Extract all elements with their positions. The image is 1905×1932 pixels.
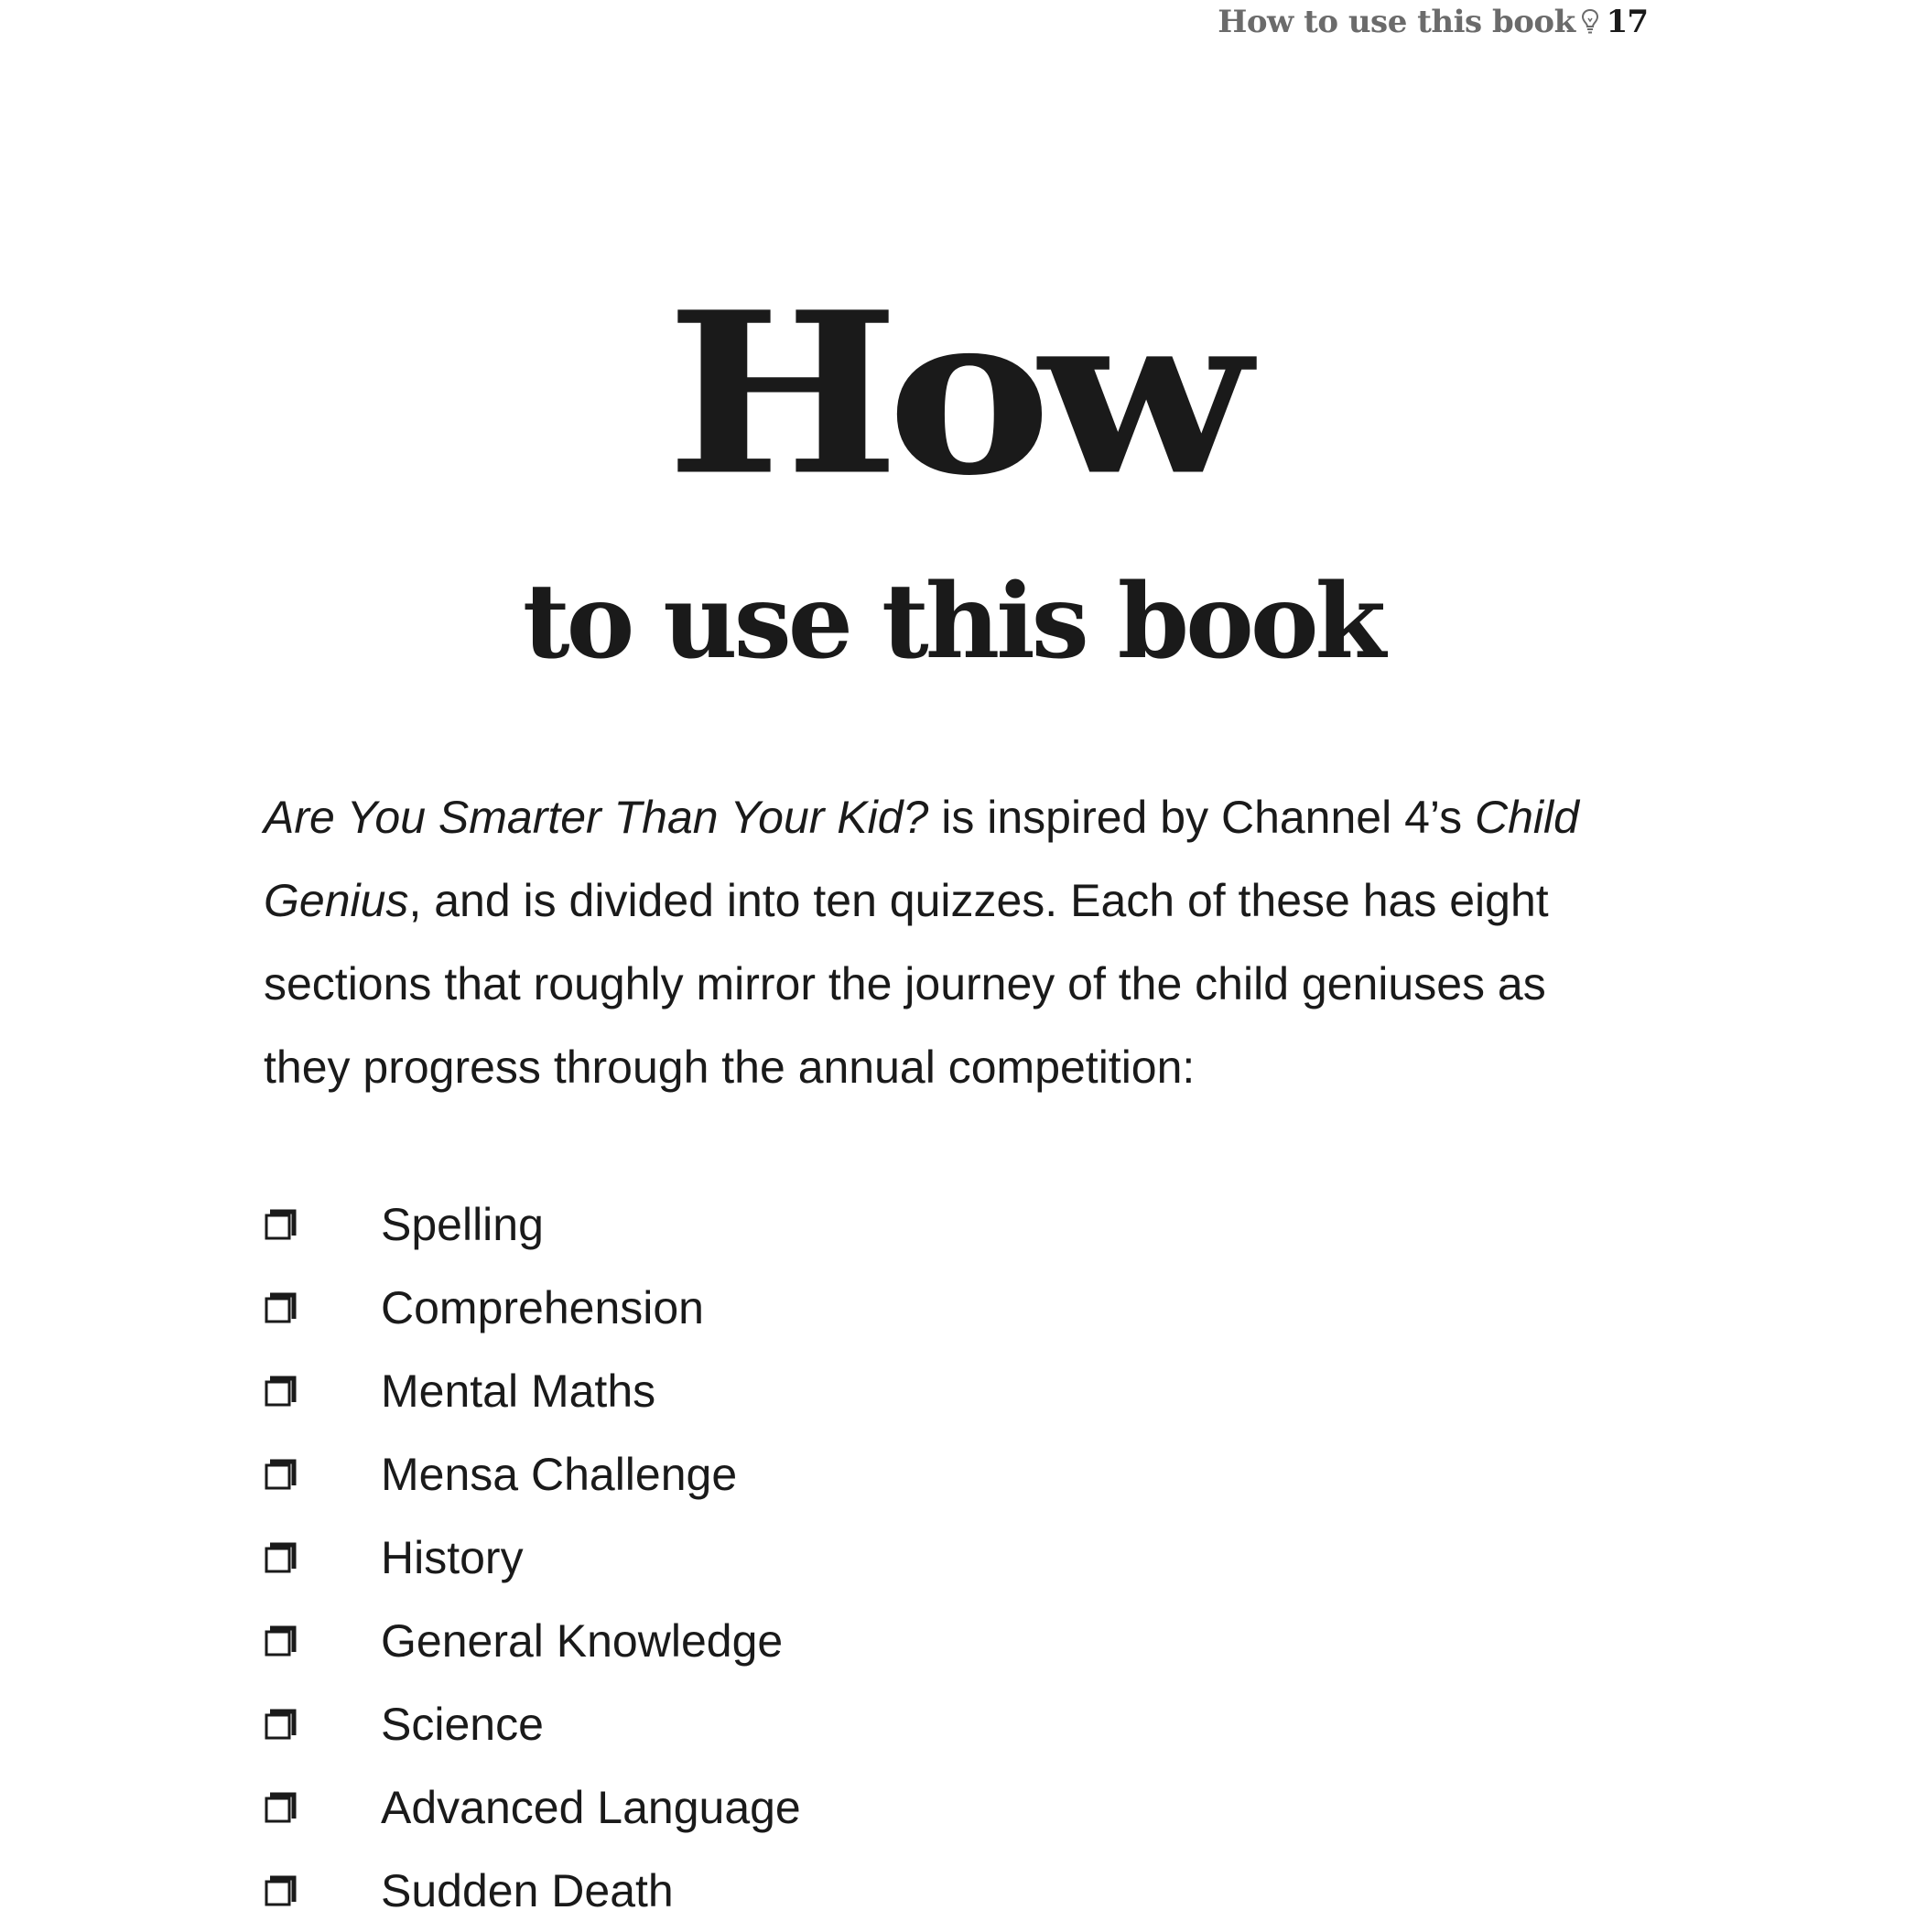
section-label: Mensa Challenge — [381, 1448, 738, 1500]
page-number: 17 — [1606, 4, 1648, 40]
list-item — [264, 1182, 1545, 1266]
running-header — [1135, 2, 1648, 42]
section-list — [264, 1182, 1545, 1932]
section-label: Mental Maths — [381, 1365, 656, 1417]
checkbox-icon — [264, 1458, 297, 1491]
checkbox-icon — [264, 1874, 297, 1907]
book-title: Are You Smarter Than Your Kid? — [264, 792, 929, 843]
section-label: Sudden Death — [381, 1864, 674, 1916]
lightbulb-icon — [1581, 8, 1599, 36]
list-item — [264, 1849, 1545, 1932]
section-label: General Knowledge — [381, 1614, 784, 1667]
checkbox-icon — [264, 1791, 297, 1824]
section-label: History — [381, 1531, 524, 1583]
intro-text-2: , and is divided into ten quizzes. Each of these has eight sections that roughly mirror the journey of the child geniuses as they progress through the annual competition: — [264, 875, 1549, 1093]
list-item — [264, 1682, 1545, 1765]
page-title-main: How — [666, 262, 1239, 525]
list-item — [264, 1516, 1545, 1599]
checkbox-icon — [264, 1208, 297, 1241]
intro-text-1: is inspired by Channel 4’s — [928, 792, 1476, 843]
section-label: Advanced Language — [381, 1781, 801, 1833]
intro-paragraph — [264, 776, 1600, 1109]
checkbox-icon — [264, 1708, 297, 1741]
show-title: Child Genius — [264, 792, 1579, 926]
section-label: Spelling — [381, 1198, 544, 1250]
list-item — [264, 1765, 1545, 1849]
section-label: Science — [381, 1698, 544, 1750]
checkbox-icon — [264, 1541, 297, 1574]
checkbox-icon — [264, 1291, 297, 1324]
list-item — [264, 1432, 1545, 1516]
list-item — [264, 1266, 1545, 1349]
checkbox-icon — [264, 1624, 297, 1657]
running-title: How to use this book — [1218, 4, 1575, 40]
list-item — [264, 1599, 1545, 1682]
list-item — [264, 1349, 1545, 1432]
section-label: Comprehension — [381, 1281, 704, 1333]
checkbox-icon — [264, 1375, 297, 1408]
page-title-sub: to use this book — [522, 562, 1383, 682]
